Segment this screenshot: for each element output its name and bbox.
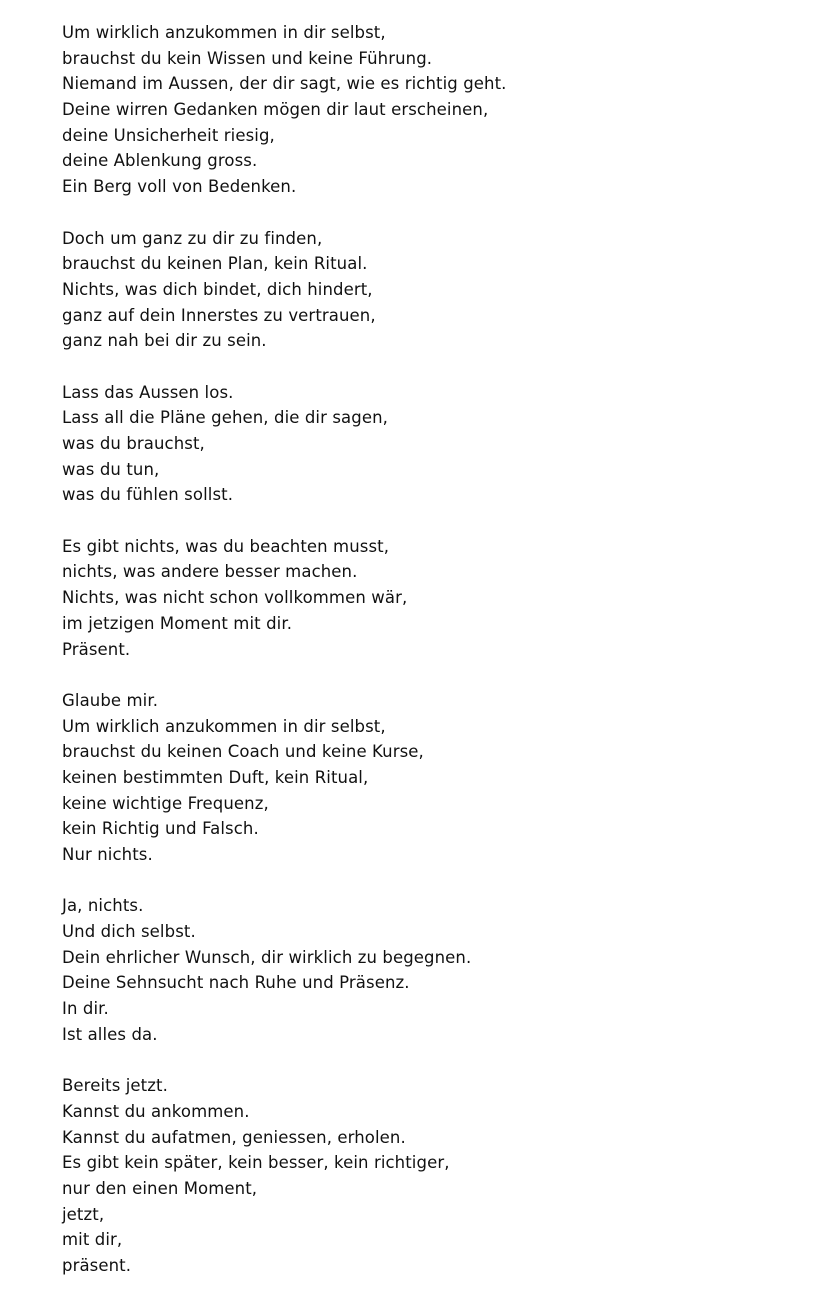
poem-line: deine Unsicherheit riesig, <box>62 125 275 145</box>
poem-line: was du fühlen sollst. <box>62 485 234 505</box>
poem-line: Nichts, was nicht schon vollkommen wär, <box>62 588 408 608</box>
poem-line: Doch um ganz zu dir zu finden, <box>62 228 323 248</box>
stanza-2 <box>62 226 822 354</box>
poem-line: Nichts, was dich bindet, dich hindert, <box>62 279 373 299</box>
poem-line: jetzt, <box>62 1204 105 1224</box>
poem-line: Um wirklich anzukommen in dir selbst, <box>62 23 386 42</box>
stanza-4 <box>62 534 822 662</box>
poem-line: Bereits jetzt. <box>62 1076 168 1096</box>
stanza-3 <box>62 380 822 508</box>
poem-line: Kannst du ankommen. <box>62 1101 250 1121</box>
poem-line: nichts, was andere besser machen. <box>62 562 358 582</box>
poem-line: deine Ablenkung gross. <box>62 151 258 171</box>
poem-line: Es gibt nichts, was du beachten musst, <box>62 536 390 556</box>
poem-line: im jetzigen Moment mit dir. <box>62 613 293 633</box>
poem-line: Es gibt kein später, kein besser, kein richtiger, <box>62 1153 450 1173</box>
poem-line: Um wirklich anzukommen in dir selbst, <box>62 716 386 736</box>
poem-line: Ein Berg voll von Bedenken. <box>62 177 297 197</box>
poem-line: nur den einen Moment, <box>62 1178 258 1198</box>
poem-line: Niemand im Aussen, der dir sagt, wie es richtig geht. <box>62 74 507 94</box>
poem-line: Kannst du aufatmen, geniessen, erholen. <box>62 1127 406 1147</box>
poem-line: Dein ehrlicher Wunsch, dir wirklich zu begegnen. <box>62 947 472 967</box>
stanza-5 <box>62 688 822 868</box>
poem-line: keine wichtige Frequenz, <box>62 793 269 813</box>
poem-line: Und dich selbst. <box>62 922 196 942</box>
poem-line: kein Richtig und Falsch. <box>62 819 259 839</box>
poem-line: präsent. <box>62 1256 132 1275</box>
poem-line: Ist alles da. <box>62 1024 158 1044</box>
poem-line: brauchst du keinen Coach und keine Kurse, <box>62 742 424 762</box>
poem-line: brauchst du keinen Plan, kein Ritual. <box>62 254 368 274</box>
stanza-6 <box>62 893 822 1047</box>
poem-line: Präsent. <box>62 639 131 659</box>
poem-line: was du tun, <box>62 459 160 479</box>
poem-line: was du brauchst, <box>62 434 205 453</box>
poem-line: Lass all die Pläne gehen, die dir sagen, <box>62 408 388 428</box>
poem-line: In dir. <box>62 999 109 1019</box>
stanza-1 <box>62 20 822 200</box>
poem-text <box>62 20 822 1279</box>
poem-line: Glaube mir. <box>62 690 159 710</box>
stanza-7 <box>62 1073 822 1279</box>
poem-line: ganz auf dein Innerstes zu vertrauen, <box>62 305 376 325</box>
poem-line: brauchst du kein Wissen und keine Führung. <box>62 48 433 68</box>
poem-line: mit dir, <box>62 1230 123 1250</box>
poem-line: keinen bestimmten Duft, kein Ritual, <box>62 767 369 787</box>
poem-line: Nur nichts. <box>62 845 153 864</box>
poem-line: ganz nah bei dir zu sein. <box>62 331 267 351</box>
poem-line: Deine Sehnsucht nach Ruhe und Präsenz. <box>62 973 410 993</box>
poem-line: Lass das Aussen los. <box>62 382 234 402</box>
poem-line: Deine wirren Gedanken mögen dir laut erscheinen, <box>62 100 489 120</box>
poem-line: Ja, nichts. <box>62 896 144 916</box>
